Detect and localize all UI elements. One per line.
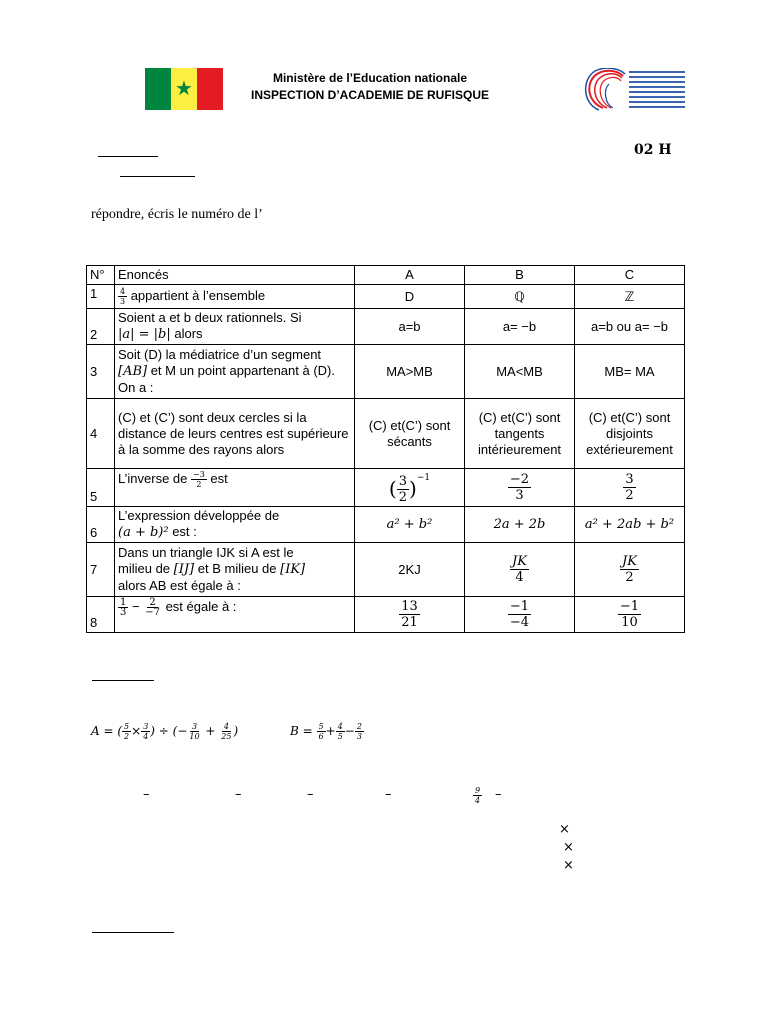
fraction: $\frac{3}{10}$ [189,722,200,741]
fraction: $\frac{5}{2}$ [124,722,130,741]
flag-band-green [145,68,171,110]
fraction: $\frac{-3}{2}$ [193,470,205,489]
header-c: C [575,266,685,285]
choice-a: D [355,285,465,309]
choice-c: MB= MA [575,345,685,399]
fraction: $\frac{3}{2}$ [625,472,634,503]
row-number: 3 [87,345,115,399]
fraction: $\frac{JK}{4}$ [512,554,527,585]
row-enonce: L’inverse de $\frac{-3}{2}$ est [115,469,355,507]
row-number: 8 [87,597,115,633]
blank-underline [98,156,158,157]
choice-c [575,469,685,507]
choice-c [575,597,685,633]
choice-b: ℚ [465,285,575,309]
minus-sign: – [235,787,242,802]
header-enonces: Enoncés [115,266,355,285]
header-num: N° [87,266,115,285]
times-sign: × [563,858,574,873]
header-b: B [465,266,575,285]
qcm-table [86,265,685,633]
row-enonce: Soient a et b deux rationnels. Si |a| = |b| alors [115,309,355,345]
section-underline [92,680,154,681]
fraction: $\frac{-1}{-4}$ [509,599,530,630]
fraction: $\frac{-1}{10}$ [619,599,640,630]
choice-c: a² + 2ab + b² [575,507,685,543]
fraction: $\frac{3}{2}$ [398,473,407,505]
choice-b [465,597,575,633]
row-enonce: $\frac{1}{3}$ − $\frac{2}{-7}$ est égale à : [115,597,355,633]
fraction: $\frac{1}{3}$ [120,597,127,618]
fraction: $\frac{4}{5}$ [337,722,343,741]
fraction: $\frac{JK}{2}$ [622,554,637,585]
ministry-name: Ministère de l’Education nationale [272,71,468,85]
exam-duration: 02 H [634,142,672,158]
choice-a: ( $\frac{3}{2}$ )$^{-1}$ [355,469,465,507]
row-number: 7 [87,543,115,597]
star-icon: ★ [175,76,193,100]
fraction: $\frac{4}{3}$ [120,287,126,306]
table-row [87,469,685,507]
choice-a: a² + b² [355,507,465,543]
inspection-name: INSPECTION D’ACADEMIE DE RUFISQUE [250,88,490,102]
fraction: $\frac{2}{-7}$ [145,597,160,618]
row-enonce: Soit (D) la médiatrice d’un segment [AB] et M un point appartenant à (D). On a : [115,345,355,399]
choice-b [465,469,575,507]
minus-sign: – [495,787,502,802]
minus-sign: – [307,787,314,802]
row-number: 2 [87,309,115,345]
choice-c: (C) et(C’) sont disjoints extérieurement [575,399,685,469]
row-number: 1 [87,285,115,309]
table-row [87,507,685,543]
header-title [230,70,510,104]
fraction-9-4 [473,786,482,805]
table-row [87,543,685,597]
choice-b: MA<MB [465,345,575,399]
table-row [87,399,685,469]
header-a: A [355,266,465,285]
table-row [87,285,685,309]
flag-band-yellow [171,68,197,110]
blank-underline [120,176,195,177]
row-number: 5 [87,469,115,507]
fraction: $\frac{5}{6}$ [318,722,324,741]
row-enonce: (C) et (C’) sont deux cercles si la distance de leurs centres est supérieure à la somme des rayons alors [115,399,355,469]
choice-b: (C) et(C’) sont tangents intérieurement [465,399,575,469]
choice-c [575,543,685,597]
table-row [87,345,685,399]
choice-a: (C) et(C’) sont sécants [355,399,465,469]
fraction: $\frac{3}{4}$ [143,722,149,741]
fraction: $\frac{13}{21}$ [401,599,418,630]
choice-b: 2a + 2b [465,507,575,543]
choice-b: a= −b [465,309,575,345]
choice-a [355,597,465,633]
row-number: 6 [87,507,115,543]
senegal-flag [145,68,223,110]
choice-b [465,543,575,597]
table-row [87,309,685,345]
formula-a: A = ( $\frac{5}{2}$ × $\frac{3}{4}$ ) ÷ (− $\frac{3}{10}$ + $\frac{4}{25}$ ) [91,722,239,741]
row-enonce: Dans un triangle IJK si A est le milieu de [IJ] et B milieu de [IK] alors AB est égale à : [115,543,355,597]
times-sign: × [563,840,574,855]
choice-a: MA>MB [355,345,465,399]
row-enonce: $\frac{4}{3}$ appartient à l’ensemble [115,285,355,309]
flag-band-red [197,68,223,110]
section-underline [92,932,174,933]
academy-logo-icon [583,68,687,112]
fraction: $\frac{2}{3}$ [356,722,362,741]
choice-a: a=b [355,309,465,345]
minus-sign: – [385,787,392,802]
row-enonce: L’expression développée de (a + b)² est : [115,507,355,543]
choice-a: 2KJ [355,543,465,597]
fraction: $\frac{9}{4}$ [475,786,481,805]
choice-c: a=b ou a= −b [575,309,685,345]
times-sign: × [559,822,570,837]
row-number: 4 [87,399,115,469]
instruction-text: répondre, écris le numéro de l’ [91,207,263,222]
choice-c: ℤ [575,285,685,309]
minus-sign: – [143,787,150,802]
fraction: $\frac{-2}{3}$ [509,472,530,503]
fraction: $\frac{4}{25}$ [221,722,232,741]
table-header-row [87,266,685,285]
formula-b: B = $\frac{5}{6}$ + $\frac{4}{5}$ − $\frac{2}{3}$ [290,722,362,741]
table-row [87,597,685,633]
